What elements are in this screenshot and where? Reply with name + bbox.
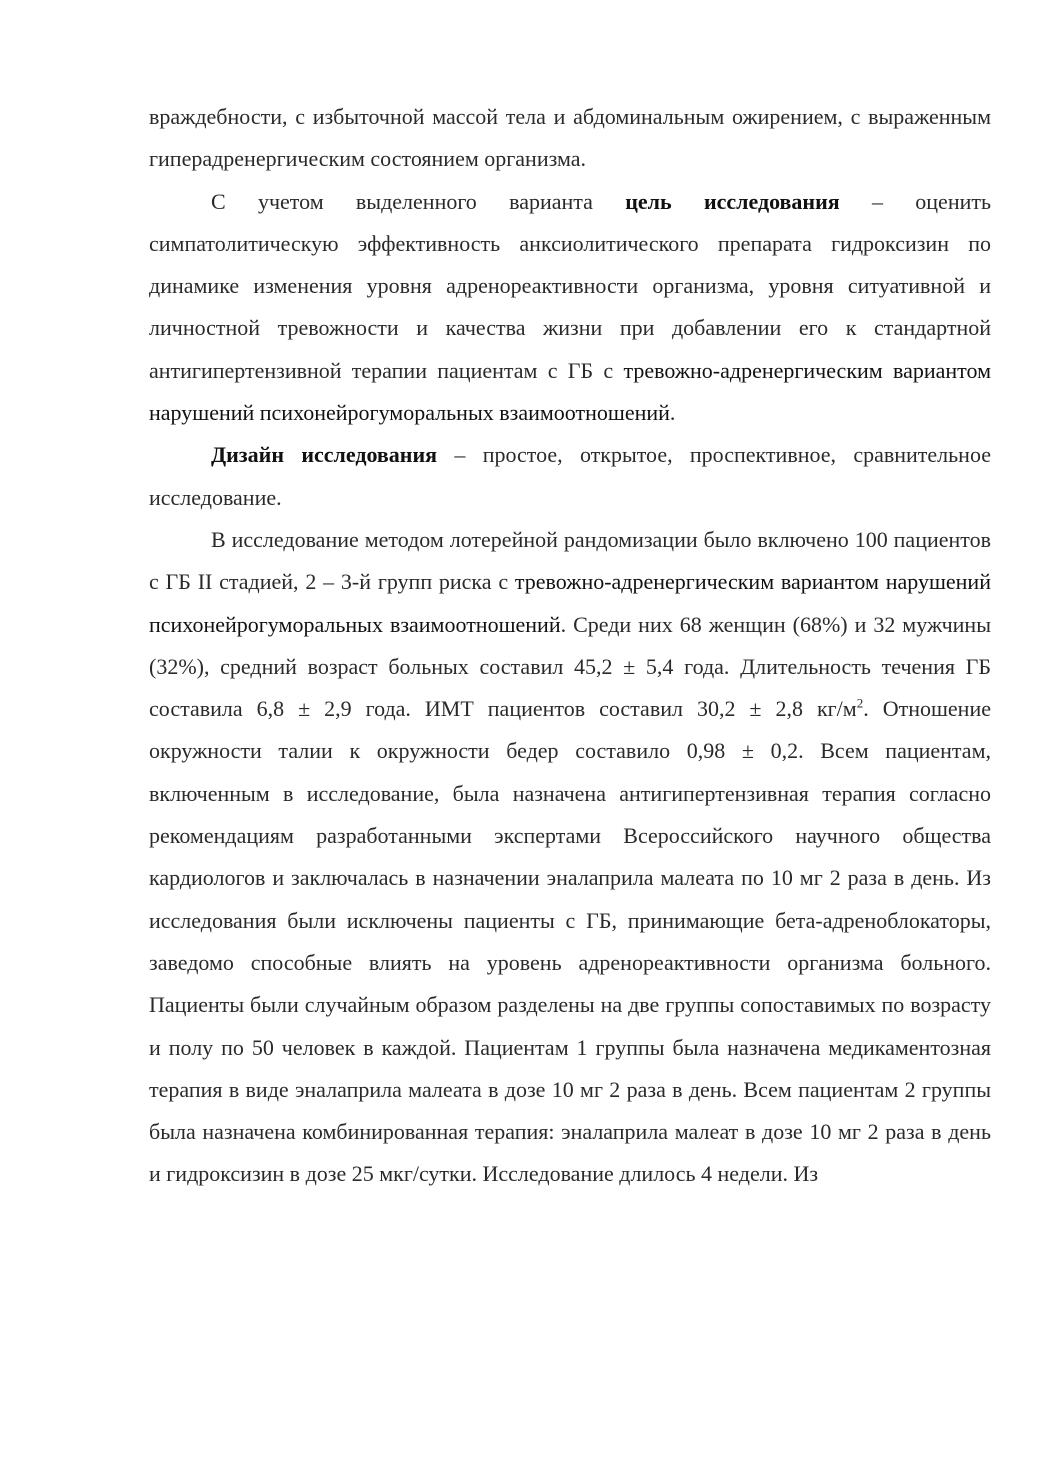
text-run: В исследование методом лотерейной рандомизации было включено 100 пациентов с ГБ II стадией, 2 – 3-й групп риска с (149, 526, 991, 595)
text-run: – простое, открытое, проспективное, сравнительное исследование. (149, 442, 991, 510)
text-run: – оценить симпатолитическую эффективность анксиолитического препарата гидроксизин по динамике изменения уровня адренореактивности организма, уровня ситуативной и личностной тревожности и качества жизни при добавлении его к стандартной антигипертензивной терапии пациентам с ГБ с (149, 188, 992, 383)
paragraph-text: враждебности, с избыточной массой тела и абдоминальным ожирением, с выраженным гиперадренергическим состоянием организма. (149, 104, 991, 172)
term-study-aim: цель исследования (625, 188, 840, 214)
superscript: 2 (856, 695, 864, 711)
text-run: С учетом выделенного варианта (211, 188, 626, 214)
paragraph-study-design (149, 434, 991, 519)
term-study-design: Дизайн исследования (211, 442, 438, 468)
term-variant: тревожно-адренергическим вариантом нарушений психонейрогуморальных взаимоотношений (149, 357, 991, 426)
text-run: . Отношение окружности талии к окружности бедер составило 0,98 ± 0,2. Всем пациентам, включенным в исследование, была назначена антигипертензивная терапия согласно рекомендациям разработанными экспертами Всероссийского научного общества кардиологов и заключалась в назначении эналаприла малеата по 10 мг 2 раза в день. Из исследования были исключены пациенты с ГБ, принимающие бета-адреноблокаторы, заведомо способные влиять на уровень адренореактивности организма больного. Пациенты были случайным образом разделены на две группы сопоставимых по возрасту и полу по 50 человек в каждой. Пациентам 1 группы была назначена медикаментозная терапия в виде эналаприла малеата в дозе 10 мг 2 раза в день. Всем пациентам 2 группы была назначена комбинированная терапия: эналаприла малеат в дозе 10 мг 2 раза в день и гидроксизин в дозе 25 мкг/сутки. Исследование длилось 4 недели. Из (149, 696, 991, 1187)
paragraph-study-aim (149, 181, 991, 435)
term-variant: тревожно-адренергическим вариантом нарушений психонейрогуморальных взаимоотношений (149, 569, 991, 637)
text-run: . (669, 400, 676, 426)
paragraph-continuation (149, 96, 991, 181)
text-run: . Среди них 68 женщин (68%) и 32 мужчины (32%), средний возраст больных составил 45,2 ± 5,4 года. Длительность течения ГБ составила 6,8 ± 2,9 года. ИМТ пациентов составил 30,2 ± 2,8 кг/м (149, 611, 991, 722)
paragraph-study-population (149, 519, 991, 1196)
